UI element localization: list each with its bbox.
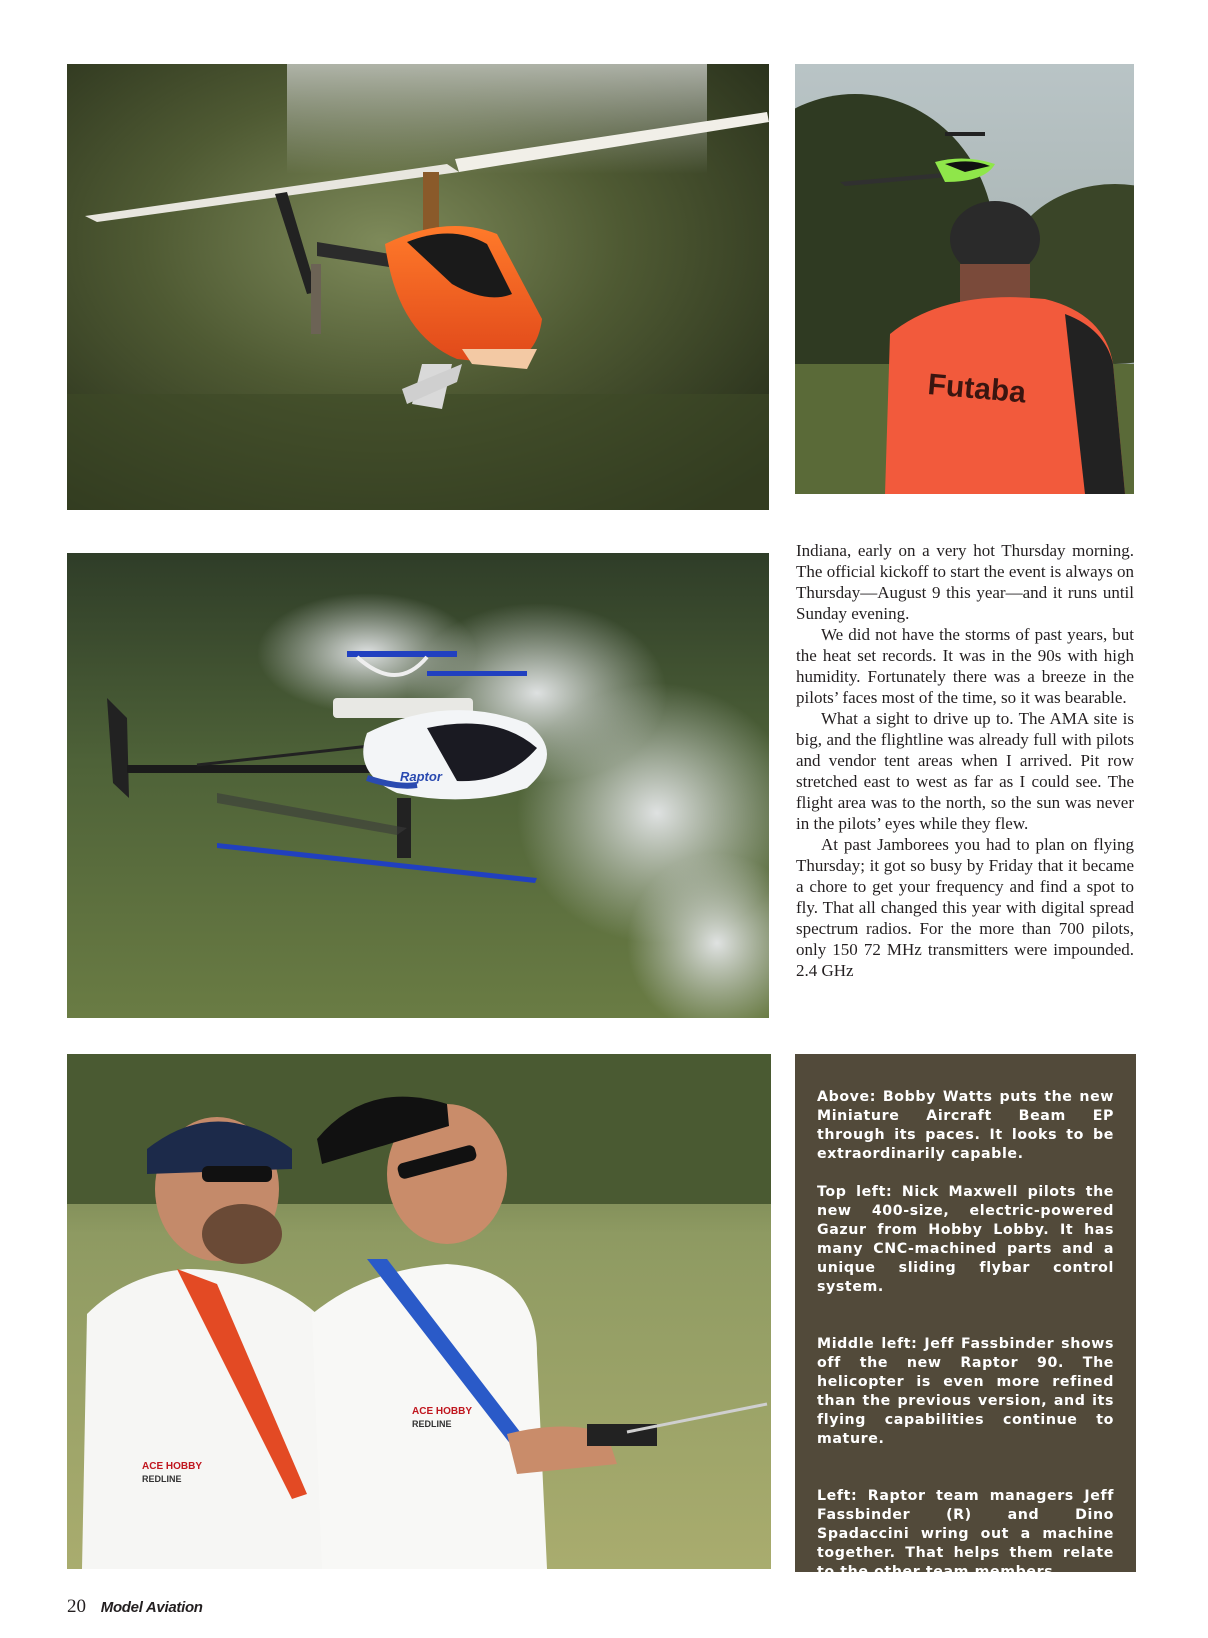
- photo-pilot-red-shirt: [795, 64, 1134, 494]
- ace-hobby-logo-left: ACE HOBBY: [142, 1461, 203, 1472]
- caption-middle-left: Middle left: Jeff Fassbinder shows off the new Raptor 90. The helicopter is even more refined than the previous version, and its flying capabilities continue to mature.: [817, 1336, 1114, 1447]
- magazine-name: Model Aviation: [100, 1599, 203, 1616]
- page-folio: [67, 1596, 203, 1618]
- article-paragraph: What a sight to drive up to. The AMA site is big, and the flightline was already full with pilots and vendor tent areas when I arrived. Pit row stretched east to west as far as I could see. The flight area was to the north, so the sun was never in the pilots’ eyes while they flew.: [796, 709, 1134, 833]
- orange-helicopter-image: [67, 64, 769, 510]
- photo-orange-helicopter: [67, 64, 769, 510]
- futaba-shirt-logo: Futaba: [926, 368, 1028, 410]
- raptor-90-image: [67, 553, 769, 1018]
- raptor-canopy-text: Raptor: [400, 769, 442, 784]
- photo-raptor-team-pilots: [67, 1054, 771, 1569]
- article-body: [796, 540, 1134, 1022]
- redline-logo-right: REDLINE: [412, 1419, 452, 1429]
- article-paragraph: At past Jamborees you had to plan on flying Thursday; it got so busy by Friday that it became a chore to get your frequency and find a spot to fly. That all changed this year with digital spread spectrum radios. For the more than 700 pilots, only 150 72 MHz transmitters were impounded. 2.4 GHz: [796, 835, 1134, 980]
- photo-captions-box: [795, 1054, 1136, 1580]
- photo-raptor-90: [67, 553, 769, 1018]
- page-number: 20: [67, 1596, 86, 1617]
- raptor-team-pilots-image: [67, 1054, 771, 1569]
- article-paragraph: Indiana, early on a very hot Thursday morning. The official kickoff to start the event is always on Thursday—August 9 this year—and it runs until Sunday evening.: [796, 541, 1134, 623]
- caption-top-left: Top left: Nick Maxwell pilots the new 400-size, electric-powered Gazur from Hobby Lobby. It has many CNC-machined parts and a unique sliding flybar control system.: [817, 1184, 1114, 1295]
- redline-logo-left: REDLINE: [142, 1474, 182, 1484]
- pilot-red-shirt-image: [795, 64, 1134, 494]
- caption-left: Left: Raptor team managers Jeff Fassbinder (R) and Dino Spadaccini wring out a machine together. That helps them relate to the other team members.: [817, 1488, 1114, 1580]
- caption-above: Above: Bobby Watts puts the new Miniature Aircraft Beam EP through its paces. It looks to be extraordinarily capable.: [817, 1089, 1114, 1162]
- ace-hobby-logo-right: ACE HOBBY: [412, 1406, 473, 1417]
- article-paragraph: We did not have the storms of past years, but the heat set records. It was in the 90s with high humidity. Fortunately there was a breeze in the pilots’ faces most of the time, so it was bearable.: [796, 625, 1134, 707]
